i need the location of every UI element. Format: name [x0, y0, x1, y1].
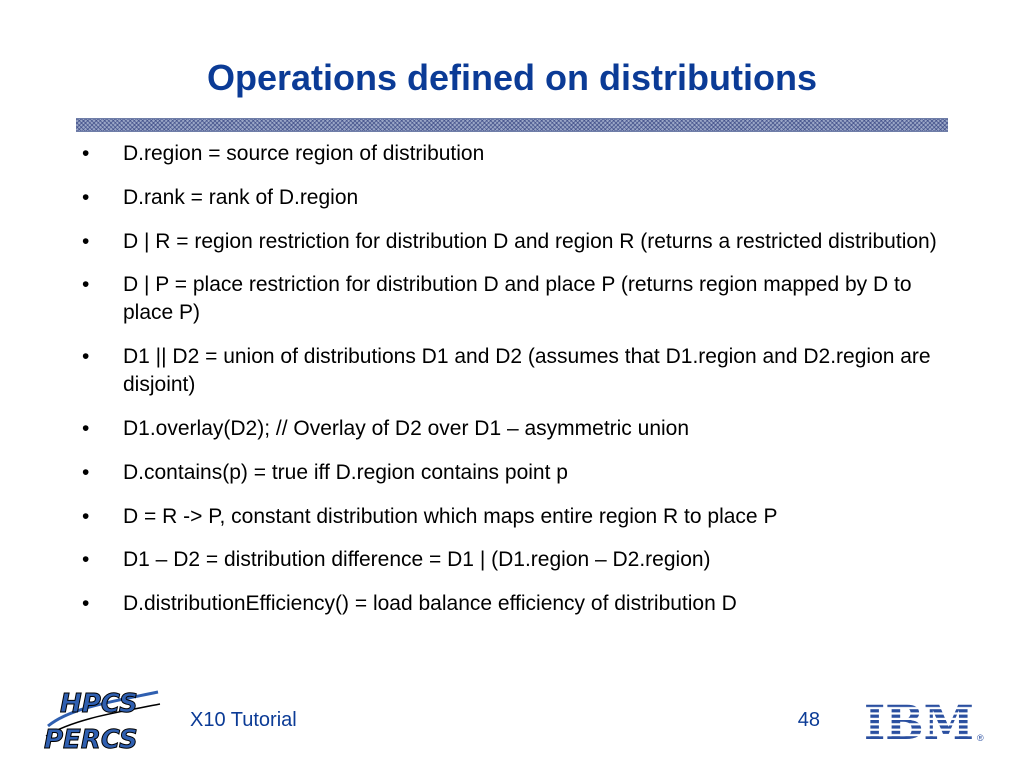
title-divider — [76, 118, 948, 132]
logo-hpcs-text: HPCS — [60, 689, 138, 719]
bullet-item — [82, 546, 962, 574]
bullet-text: D | R = region restriction for distribution D and region R (returns a restricted distribution) — [123, 229, 937, 253]
ibm-logo — [862, 693, 988, 745]
bullet-list — [82, 140, 962, 634]
page-number: 48 — [797, 709, 820, 731]
bullet-text: D.distributionEfficiency() = load balance efficiency of distribution D — [123, 592, 737, 616]
bullet-item — [82, 271, 962, 327]
bullet-text: D.region = source region of distribution — [123, 142, 485, 165]
bullet-item — [82, 590, 962, 618]
bullet-item — [82, 459, 962, 487]
bullet-dot: • — [82, 460, 90, 484]
bullet-dot: • — [82, 273, 90, 297]
bullet-dot: • — [82, 592, 90, 616]
bullet-dot: • — [82, 416, 90, 440]
registered-mark-icon: ® — [977, 733, 984, 743]
bullet-item — [82, 343, 962, 399]
bullet-text: D1 || D2 = union of distributions D1 and D2 (assumes that D1.region and D2.region are disjoint) — [123, 345, 931, 397]
bullet-dot: • — [82, 185, 90, 209]
bullet-text: D1 – D2 = distribution difference = D1 | (D1.region – D2.region) — [123, 548, 711, 572]
ibm-letters-text: IBM — [864, 696, 974, 745]
bullet-text: D | P = place restriction for distribution D and place P (returns region mapped by D to place P) — [123, 273, 912, 325]
bullet-item — [82, 184, 962, 212]
bullet-text: D1.overlay(D2); // Overlay of D2 over D1 – asymmetric union — [123, 416, 690, 440]
bullet-dot: • — [82, 229, 90, 253]
bullet-item — [82, 503, 962, 531]
slide-title: Operations defined on distributions — [206, 57, 817, 98]
bullet-dot: • — [82, 142, 90, 165]
footer-title: X10 Tutorial — [190, 709, 297, 731]
bullet-text: D = R -> P, constant distribution which maps entire region R to place P — [123, 504, 778, 528]
bullet-text: D.rank = rank of D.region — [123, 185, 359, 209]
hpcs-percs-logo — [40, 682, 166, 754]
bullet-dot: • — [82, 548, 90, 572]
bullet-dot: • — [82, 504, 90, 528]
bullet-item — [82, 415, 962, 443]
bullet-text: D.contains(p) = true iff D.region contains point p — [123, 460, 568, 484]
bullet-item — [82, 228, 962, 256]
bullet-dot: • — [82, 345, 90, 369]
bullet-item — [82, 140, 962, 168]
logo-percs-text: PERCS — [44, 725, 138, 754]
